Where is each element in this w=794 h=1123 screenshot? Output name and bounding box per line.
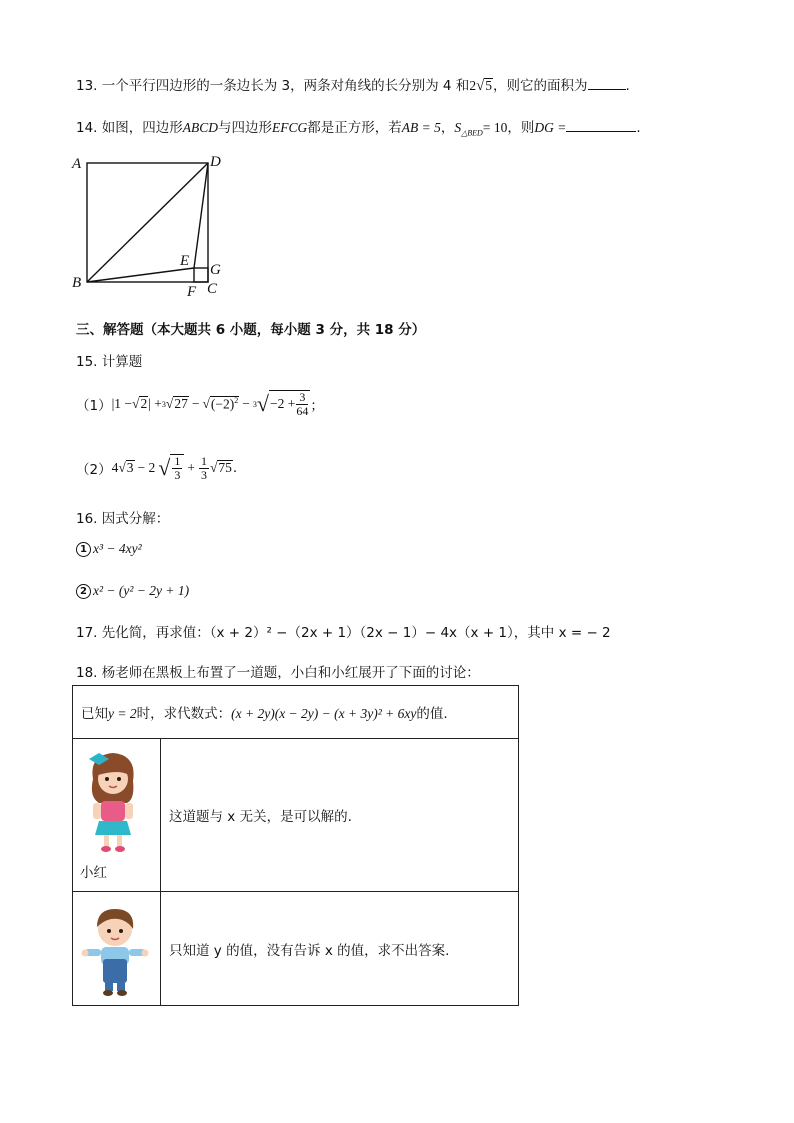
label-f: F (187, 284, 197, 300)
xiaobai-cell (73, 892, 161, 1006)
xiaohong-label: 小红 (80, 865, 107, 881)
circled-number-2: 2 (76, 584, 91, 599)
q14-answer-blank (566, 117, 636, 132)
segment-ed (194, 163, 208, 268)
q15-title: 15. 计算题 (76, 354, 143, 370)
label-g: G (210, 262, 221, 278)
question-17: 17. 先化简，再求值：（x + 2）² −（2x + 1）（2x − 1）− 4x（x + 1），其中 x = − 2 (76, 625, 611, 641)
label-b: B (72, 275, 82, 291)
label-a: A (72, 156, 82, 172)
segment-be (87, 268, 194, 282)
diagonal-bd (87, 163, 208, 282)
q13-root-coef: 2 (469, 78, 477, 93)
q16-item-2: 2 x² − (y² − 2y + 1) (76, 583, 189, 599)
question-14: 14. 如图，四边形ABCD与四边形EFCG都是正方形，若AB = 5，$S_{\triangle BED}= 10$，则DG = . (76, 116, 641, 138)
q18-problem-cell: 已知y = 2时，求代数式：(x + 2y)(x − 2y) − (x + 3y)² + 6xy的值. (73, 686, 519, 739)
question-13: 13. 一个平行四边形的一条边长为 3，两条对角线的长分别为 4 和2√5，则它的面积为 . (76, 74, 630, 95)
xiaohong-cell (73, 739, 161, 892)
circled-number-1: 1 (76, 542, 91, 557)
q16-item-1: 1 x³ − 4xy² (76, 541, 142, 557)
section-3-title: 三、解答题（本大题共 6 小题，每小题 3 分，共 18 分） (76, 322, 426, 338)
q18-dialogue-table (72, 685, 519, 1006)
q14-figure (68, 150, 228, 300)
q15-part-2: （2） 4 √ 3 − 2 √ $\frac{1}{3}$ + $\frac{1}{3}$ √ 75 . (76, 453, 238, 482)
q13-answer-blank (588, 75, 626, 90)
q18-title: 18. 杨老师在黑板上布置了一道题，小白和小红展开了下面的讨论： (76, 665, 480, 681)
q13-root-val: 5 (485, 78, 493, 93)
square-efcg (194, 268, 208, 282)
xiaobai-speech: 只知道 y 的值，没有告诉 x 的值，求不出答案. (161, 892, 519, 1006)
q15-part-1: （1） |1 − √ 2 | + 3 √ 27 − √ $(-2)^2$ − 3 √ −2 + $\frac{3}{64}$ ； (76, 390, 324, 418)
boy-avatar-icon (81, 905, 151, 997)
label-d: D (210, 154, 221, 170)
girl-avatar-icon (79, 745, 149, 857)
q13-text-a: 13. 一个平行四边形的一条边长为 3，两条对角线的长分别为 4 和 (76, 78, 470, 94)
label-e: E (180, 253, 190, 269)
label-c: C (207, 281, 218, 297)
q16-title: 16. 因式分解： (76, 511, 170, 527)
xiaohong-speech: 这道题与 x 无关，是可以解的. (161, 739, 519, 892)
q13-text-b: ，则它的面积为 (493, 78, 588, 94)
